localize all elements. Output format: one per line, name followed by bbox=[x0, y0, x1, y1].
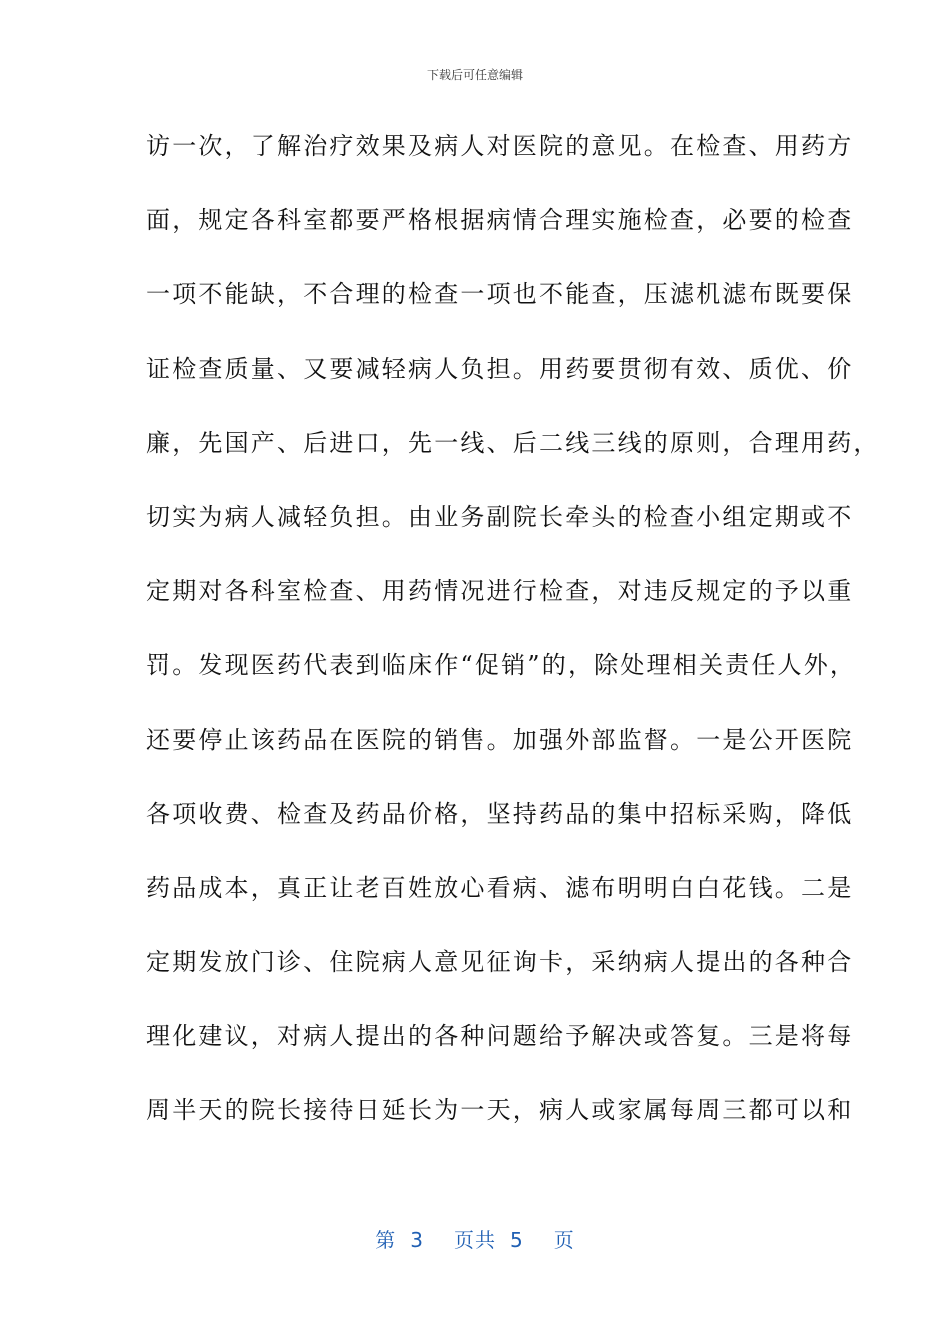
page-header: 下载后可任意编辑 bbox=[426, 68, 523, 82]
text-line: 廉，先国产、后进口，先一线、后二线三线的原则，合理用药， bbox=[146, 428, 880, 457]
document-body bbox=[146, 126, 880, 1165]
text-line: 药品成本，真正让老百姓放心看病、滤布明明白白花钱。二是 bbox=[146, 873, 854, 902]
text-line: 定期对各科室检查、用药情况进行检查，对违反规定的予以重 bbox=[146, 577, 854, 606]
text-line: 理化建议，对病人提出的各种问题给予解决或答复。三是将每 bbox=[146, 1022, 854, 1051]
footer-middle: 页共 bbox=[454, 1228, 496, 1252]
text-line: 证检查质量、又要减轻病人负担。用药要贯彻有效、质优、价 bbox=[146, 354, 854, 383]
page-footer bbox=[0, 1224, 950, 1253]
text-line: 定期发放门诊、住院病人意见征询卡，采纳病人提出的各种合 bbox=[146, 948, 854, 977]
text-line: 访一次，了解治疗效果及病人对医院的意见。在检查、用药方 bbox=[146, 132, 854, 160]
text-line: 一项不能缺，不合理的检查一项也不能查，压滤机滤布既要保 bbox=[146, 280, 854, 309]
footer-prefix: 第 bbox=[375, 1228, 397, 1252]
text-line: 各项收费、检查及药品价格，坚持药品的集中招标采购，降低 bbox=[146, 799, 854, 828]
current-page-number: 3 bbox=[410, 1228, 424, 1252]
text-line: 周半天的院长接待日延长为一天，病人或家属每周三都可以和 bbox=[146, 1096, 854, 1125]
footer-suffix: 页 bbox=[553, 1228, 575, 1252]
text-line: 面，规定各科室都要严格根据病情合理实施检查，必要的检查 bbox=[146, 206, 854, 235]
text-line: 罚。发现医药代表到临床作“促销”的，除处理相关责任人外， bbox=[146, 651, 857, 680]
text-line: 切实为病人减轻负担。由业务副院长牵头的检查小组定期或不 bbox=[146, 502, 854, 531]
total-pages-number: 5 bbox=[510, 1228, 524, 1252]
text-line: 还要停止该药品在医院的销售。加强外部监督。一是公开医院 bbox=[146, 725, 854, 754]
